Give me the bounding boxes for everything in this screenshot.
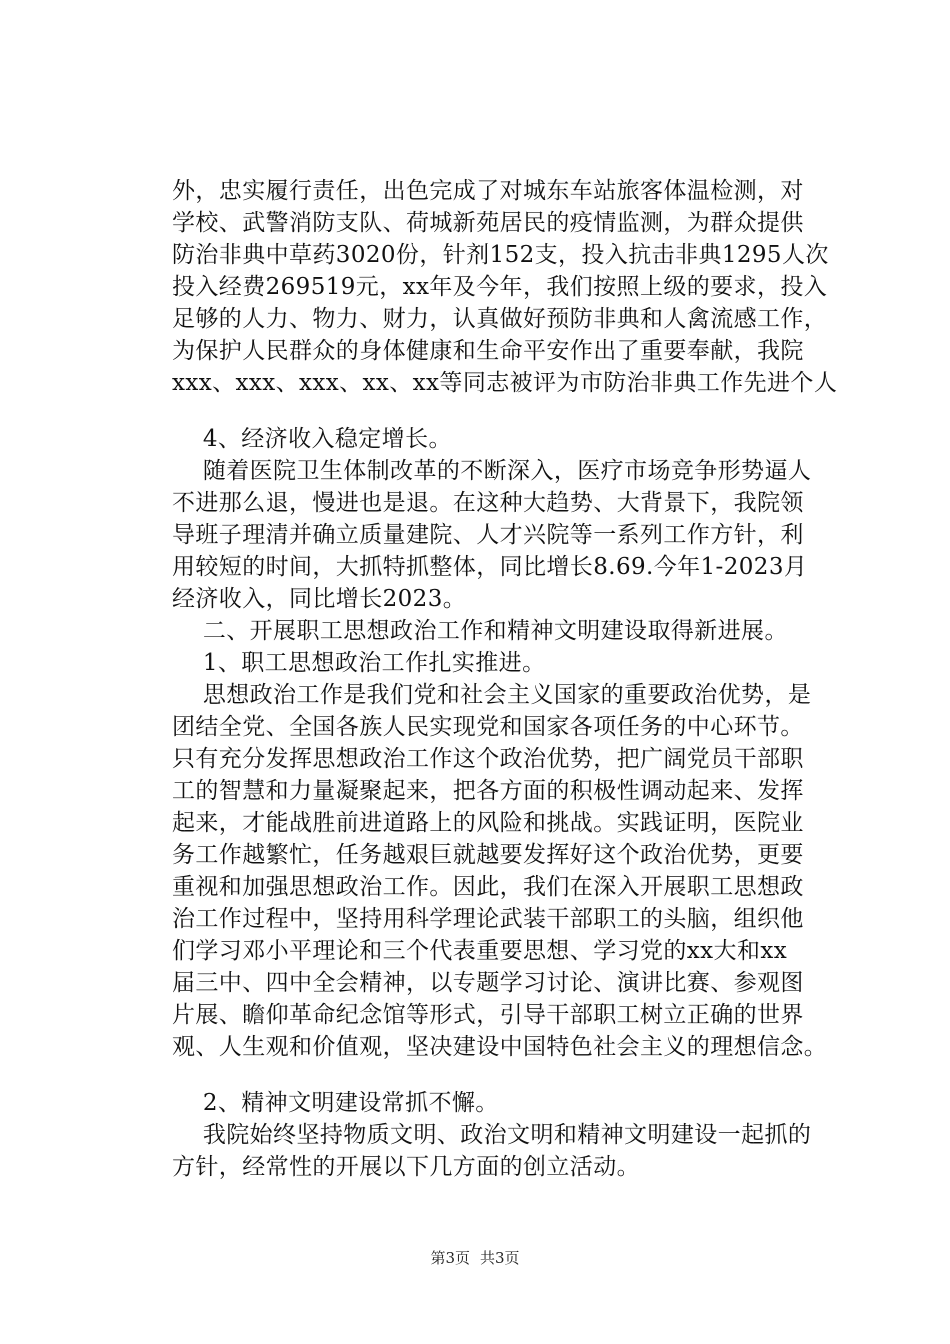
section-heading: 4、经济收入稳定增长。 (172, 426, 452, 452)
text-line: 届三中、四中全会精神，以专题学习讨论、演讲比赛、参观图 (172, 970, 804, 996)
text-line: 投入经费269519元，xx年及今年，我们按照上级的要求，投入 (172, 274, 828, 300)
section-heading: 2、精神文明建设常抓不懈。 (172, 1090, 499, 1116)
text-line: 们学习邓小平理论和三个代表重要思想、学习党的xx大和xx (172, 938, 788, 964)
text-line: 只有充分发挥思想政治工作这个政治优势，把广阔党员干部职 (172, 746, 804, 772)
text-line: 起来，才能战胜前进道路上的风险和挑战。实践证明，医院业 (172, 810, 804, 836)
text-line: 方针，经常性的开展以下几方面的创立活动。 (172, 1154, 640, 1180)
text-line: 务工作越繁忙，任务越艰巨就越要发挥好这个政治优势，更要 (172, 842, 804, 868)
page-number: 第3页 (430, 1249, 470, 1267)
text-line: 随着医院卫生体制改革的不断深入，医疗市场竞争形势逼人 (172, 458, 812, 484)
text-line: 工的智慧和力量凝聚起来，把各方面的积极性调动起来、发挥 (172, 778, 804, 804)
page-footer (0, 1248, 950, 1268)
text-line: 重视和加强思想政治工作。因此，我们在深入开展职工思想政 (172, 874, 804, 900)
text-line: 用较短的时间，大抓特抓整体，同比增长8.69.今年1-2023月 (172, 554, 808, 580)
page-total: 共3页 (480, 1249, 520, 1267)
text-line: 学校、武警消防支队、荷城新苑居民的疫情监测，为群众提供 (172, 210, 804, 236)
text-line: 足够的人力、物力、财力，认真做好预防非典和人禽流感工作， (172, 306, 828, 332)
text-line: 不进那么退，慢进也是退。在这种大趋势、大背景下，我院领 (172, 490, 804, 516)
text-line: 导班子理清并确立质量建院、人才兴院等一系列工作方针，利 (172, 522, 804, 548)
text-line: 思想政治工作是我们党和社会主义国家的重要政治优势，是 (172, 682, 812, 708)
text-line: xxx、xxx、xxx、xx、xx等同志被评为市防治非典工作先进个人 (172, 370, 838, 396)
section-heading: 二、开展职工思想政治工作和精神文明建设取得新进展。 (172, 618, 788, 644)
text-line: 团结全党、全国各族人民实现党和国家各项任务的中心环节。 (172, 714, 804, 740)
text-line: 经济收入，同比增长2023。 (172, 586, 467, 612)
text-line: 外，忠实履行责任，出色完成了对城东车站旅客体温检测，对 (172, 178, 804, 204)
text-line: 治工作过程中，坚持用科学理论武装干部职工的头脑，组织他 (172, 906, 804, 932)
text-line: 观、人生观和价值观，坚决建设中国特色社会主义的理想信念。 (172, 1034, 828, 1060)
text-line: 片展、瞻仰革命纪念馆等形式，引导干部职工树立正确的世界 (172, 1002, 804, 1028)
text-line: 防治非典中草药3020份，针剂152支，投入抗击非典1295人次 (172, 242, 829, 268)
text-line: 我院始终坚持物质文明、政治文明和精神文明建设一起抓的 (172, 1122, 812, 1148)
section-heading: 1、职工思想政治工作扎实推进。 (172, 650, 546, 676)
text-line: 为保护人民群众的身体健康和生命平安作出了重要奉献，我院 (172, 338, 804, 364)
